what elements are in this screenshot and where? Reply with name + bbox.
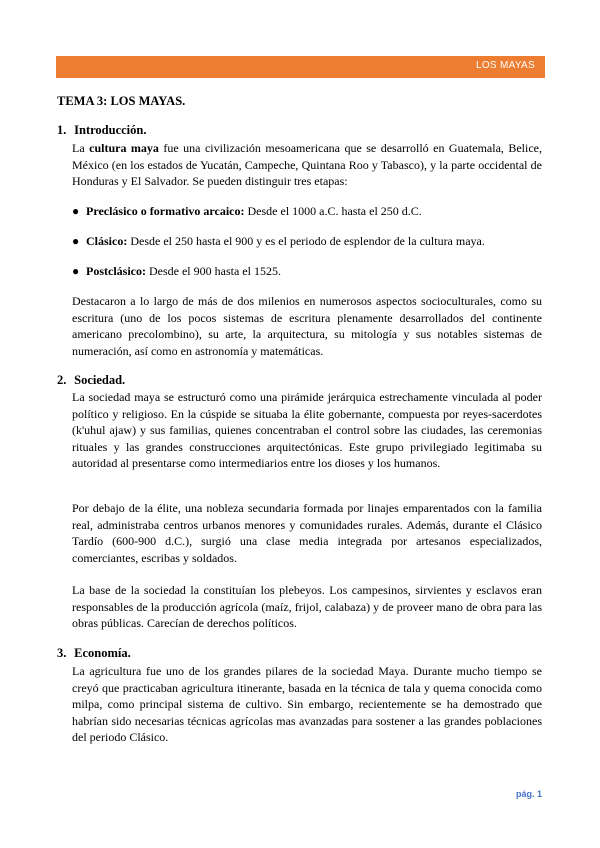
bullet-icon: ●: [72, 264, 80, 278]
header-bar: [56, 56, 545, 78]
section-number: 2.: [57, 373, 67, 387]
intro-text-rest: fue una civilización mesoamericana que se desarrolló en Guatemala, Belice, México (en los estados de Yucatán, Campeche, Quintana Roo y Tabasco), y la parte occidental de Honduras y El Salvador. Se pueden distinguir tres etapas:: [72, 141, 543, 188]
bullet-item-postclasico: [72, 263, 542, 279]
intro-closing-paragraph: Destacaron a lo largo de más de dos milenios en numerosos aspectos socioculturales, como su escritura (uno de los pocos sistemas de escritura plenamente desarrollados del continente americano precolombino), su arte, la arquitectura, su mitología y sus notables sistemas de numeración, así como en astronomía y matemáticas.: [72, 294, 542, 358]
bullet-text: Desde el 1000 a.C. hasta el 250 d.C.: [244, 204, 422, 218]
document-title: TEMA 3: LOS MAYAS.: [57, 94, 186, 108]
bullet-item-preclasico: [72, 203, 542, 219]
section-title: Sociedad.: [74, 373, 126, 387]
bullet-text: Desde el 900 hasta el 1525.: [145, 264, 281, 278]
section-heading-sociedad: [57, 373, 125, 388]
section-title: Introducción.: [74, 123, 147, 137]
page-number: pág. 1: [515, 789, 542, 799]
intro-bold-term: cultura maya: [89, 141, 159, 155]
bullet-term: Postclásico:: [86, 264, 146, 278]
intro-text-start: La: [72, 141, 90, 155]
section-heading-economia: [57, 646, 131, 661]
bullet-text: Desde el 250 hasta el 900 y es el periodo de esplendor de la cultura maya.: [127, 234, 485, 248]
sociedad-paragraph-3: La base de la sociedad la constituían los plebeyos. Los campesinos, sirvientes y esclavos eran responsables de la producción agrícola (maíz, frijol, calabaza) y de proveer mano de obra para las obras públicas. Carecían de derechos políticos.: [72, 583, 542, 630]
sociedad-paragraph-2: Por debajo de la élite, una nobleza secundaria formada por linajes emparentados con la familia real, administraba centros urbanos menores y comunidades rurales. Además, durante el Clásico Tardío (600-900 d.C.), surgió una clase media integrada por artesanos especializados, comerciantes, escribas y soldados.: [72, 501, 542, 565]
bullet-term: Clásico:: [86, 234, 128, 248]
bullet-icon: ●: [72, 234, 80, 248]
header-title: LOS MAYAS: [475, 60, 535, 71]
intro-paragraph: [72, 140, 542, 190]
bullet-item-clasico: [72, 233, 542, 249]
section-title: Economía.: [74, 646, 131, 660]
section-number: 1.: [57, 123, 67, 137]
bullet-term: Preclásico o formativo arcaico:: [86, 204, 245, 218]
section-heading-introduccion: [57, 123, 146, 138]
economia-paragraph-1: La agricultura fue uno de los grandes pilares de la sociedad Maya. Durante mucho tiempo se creyó que practicaban agricultura itinerante, basada en la técnica de tala y quema conocida como milpa, como principal sistema de cultivo. Sin embargo, recientemente se ha demostrado que habrían sido necesarias técnicas agrícolas mas avanzadas para sostener a las grandes poblaciones del periodo Clásico.: [72, 664, 542, 744]
sociedad-paragraph-1: La sociedad maya se estructuró como una pirámide jerárquica estrechamente vinculada al poder político y religioso. En la cúspide se situaba la élite gobernante, compuesta por reyes-sacerdotes (k'uhul ajaw) y sus familias, quienes concentraban el control sobre las ciudades, las ceremonias rituales y las grandes construcciones arquitectónicas. Este grupo privilegiado legitimaba su autoridad al presentarse como intermediarios entre los dioses y los humanos.: [72, 390, 542, 470]
section-number: 3.: [57, 646, 67, 660]
bullet-icon: ●: [72, 204, 80, 218]
